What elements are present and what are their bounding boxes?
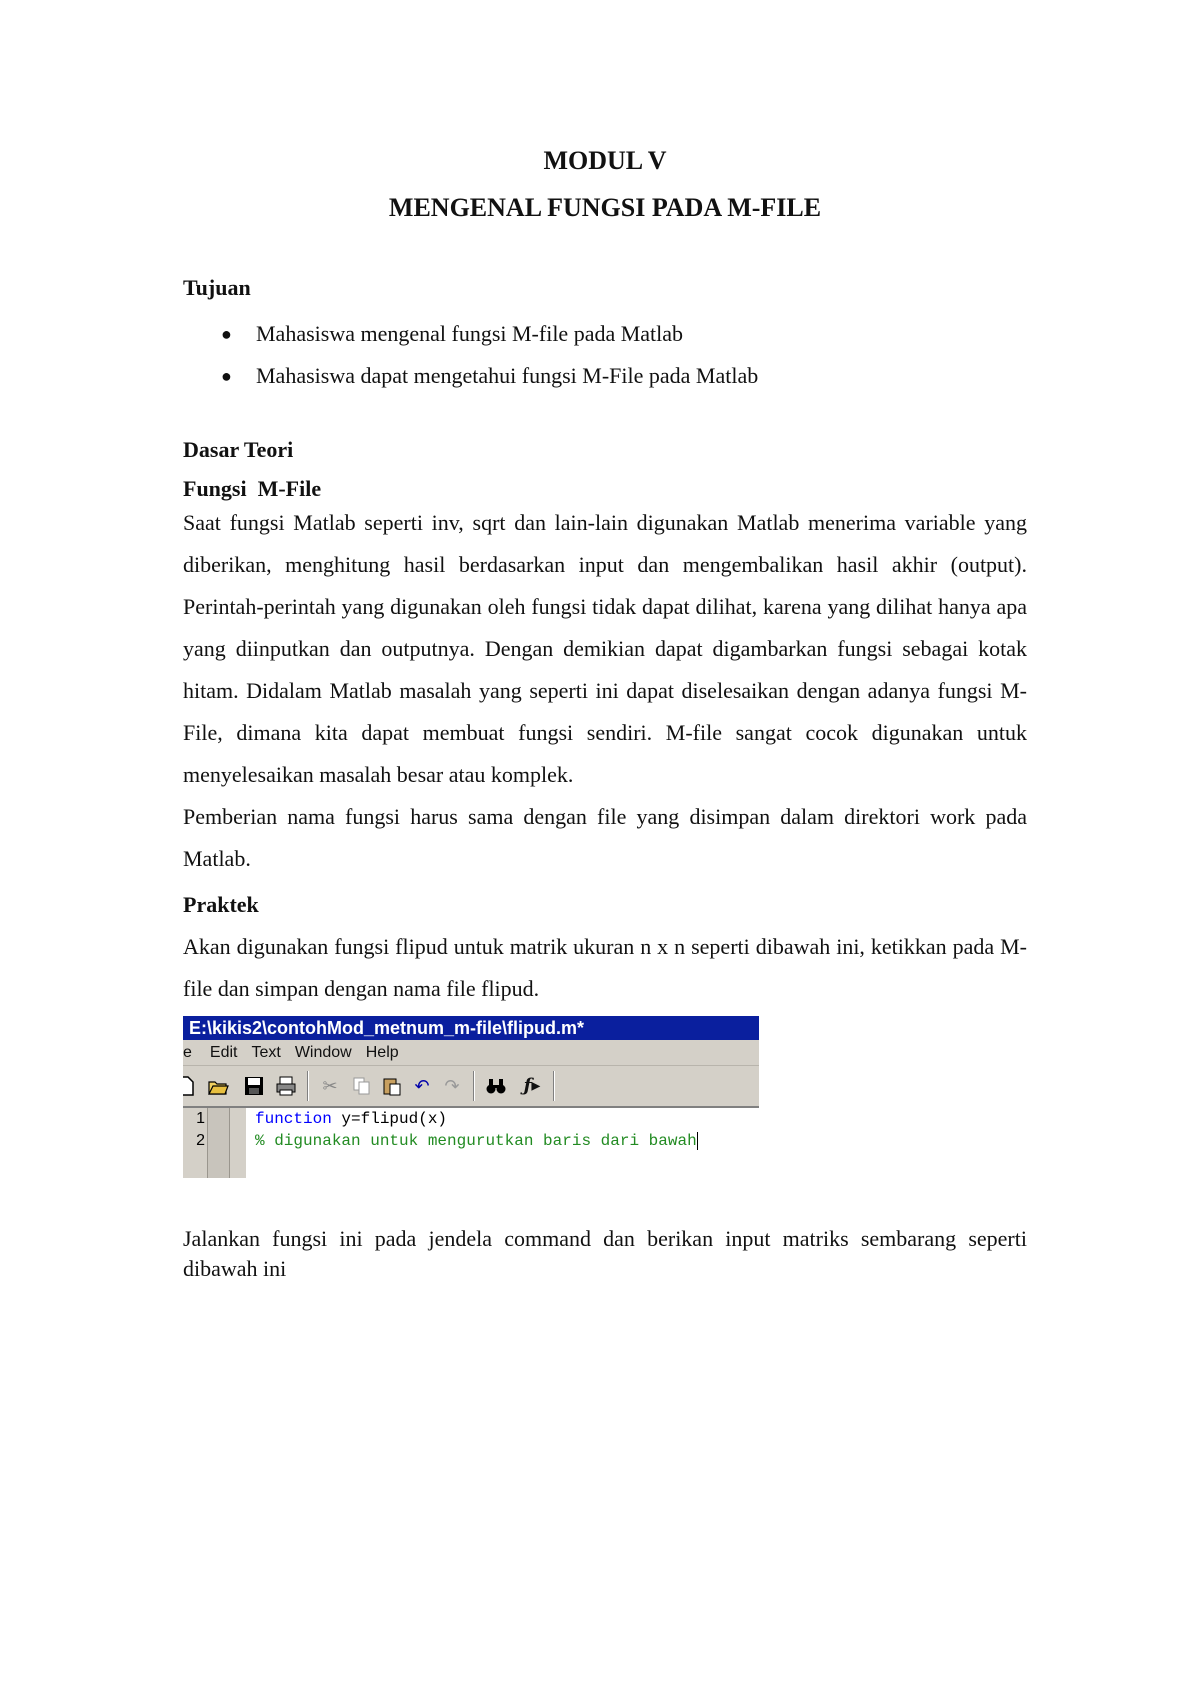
editor-code-area[interactable]	[183, 1108, 759, 1178]
paste-icon[interactable]	[381, 1075, 403, 1097]
undo-icon[interactable]: ↶	[414, 1076, 430, 1096]
menu-file[interactable]: e	[183, 1044, 192, 1061]
line-number: 2	[196, 1132, 205, 1149]
editor-menu-bar	[183, 1040, 759, 1066]
editor-title-bar: E:\kikis2\contohMod_metnum_m-file\flipud.m*	[183, 1016, 759, 1040]
matlab-editor-screenshot	[183, 1016, 759, 1178]
paragraph-praktek: Akan digunakan fungsi flipud untuk matrik ukuran n x n seperti dibawah ini, ketikkan pada M-file dan simpan dengan nama file flipud.	[183, 934, 1027, 1001]
menu-help[interactable]: Help	[365, 1044, 399, 1061]
tujuan-list	[183, 313, 1027, 397]
find-icon[interactable]	[485, 1075, 507, 1097]
toolbar-separator	[473, 1071, 475, 1101]
line-number: 1	[196, 1110, 205, 1127]
new-file-icon[interactable]	[183, 1075, 197, 1097]
toolbar-separator	[553, 1071, 555, 1101]
code-keyword: function	[255, 1110, 332, 1128]
gutter-strip	[229, 1108, 246, 1178]
save-icon[interactable]	[243, 1075, 265, 1097]
toolbar-separator	[307, 1071, 309, 1101]
list-item	[183, 313, 1027, 355]
bullet-icon: ●	[221, 366, 232, 386]
code-text: y=flipud(x)	[331, 1110, 448, 1128]
document-page	[183, 138, 1027, 1284]
dasar-teori-heading: Dasar Teori	[183, 437, 294, 462]
redo-icon[interactable]: ↷	[444, 1076, 460, 1096]
menu-text[interactable]: Text	[251, 1044, 281, 1061]
code-line	[255, 1130, 698, 1152]
menu-window[interactable]: Window	[294, 1044, 352, 1061]
module-title: MODUL V	[543, 146, 667, 175]
code-comment: % digunakan untuk mengurutkan baris dari bawah	[255, 1132, 697, 1150]
list-item-text: Mahasiswa dapat mengetahui fungsi M-File pada Matlab	[256, 363, 759, 388]
paragraph-fungsi: Saat fungsi Matlab seperti inv, sqrt dan lain-lain digunakan Matlab menerima variable yang diberikan, menghitung hasil berdasarkan input dan mengembalikan hasil akhir (output). Perintah-perintah yang digunakan oleh fungsi tidak dapat dilihat, karena yang dilihat hanya apa yang diinputkan dan outputnya. Dengan demikian dapat digambarkan fungsi sebagai kotak hitam. Didalam Matlab masalah yang seperti ini dapat diselesaikan dengan adanya fungsi M-File, dimana kita dapat membuat fungsi sendiri. M-file sangat cocok digunakan untuk menyelesaikan masalah besar atau komplek.	[183, 510, 1027, 787]
list-item	[183, 355, 1027, 397]
cut-icon[interactable]: ✂	[322, 1076, 338, 1096]
open-folder-icon[interactable]	[207, 1075, 229, 1097]
copy-icon[interactable]	[351, 1075, 373, 1097]
tujuan-heading: Tujuan	[183, 275, 251, 300]
list-item-text: Mahasiswa mengenal fungsi M-file pada Matlab	[256, 321, 684, 346]
praktek-heading: Praktek	[183, 892, 259, 917]
menu-edit[interactable]: Edit	[209, 1044, 238, 1061]
text-caret	[697, 1132, 698, 1150]
editor-toolbar	[183, 1066, 759, 1108]
bullet-icon: ●	[221, 324, 232, 344]
module-subtitle: MENGENAL FUNGSI PADA M-FILE	[388, 193, 822, 222]
print-icon[interactable]	[275, 1075, 297, 1097]
function-icon[interactable]: ƒ▸	[523, 1075, 541, 1096]
paragraph-jalankan: Jalankan fungsi ini pada jendela command dan berikan input matriks sembarang seperti dibawah ini	[183, 1226, 1027, 1281]
code-line	[255, 1108, 447, 1130]
paragraph-pemberian-nama: Pemberian nama fungsi harus sama dengan file yang disimpan dalam direktori work pada Matlab.	[183, 804, 1027, 871]
fungsi-mfile-heading: Fungsi M-File	[183, 476, 322, 501]
